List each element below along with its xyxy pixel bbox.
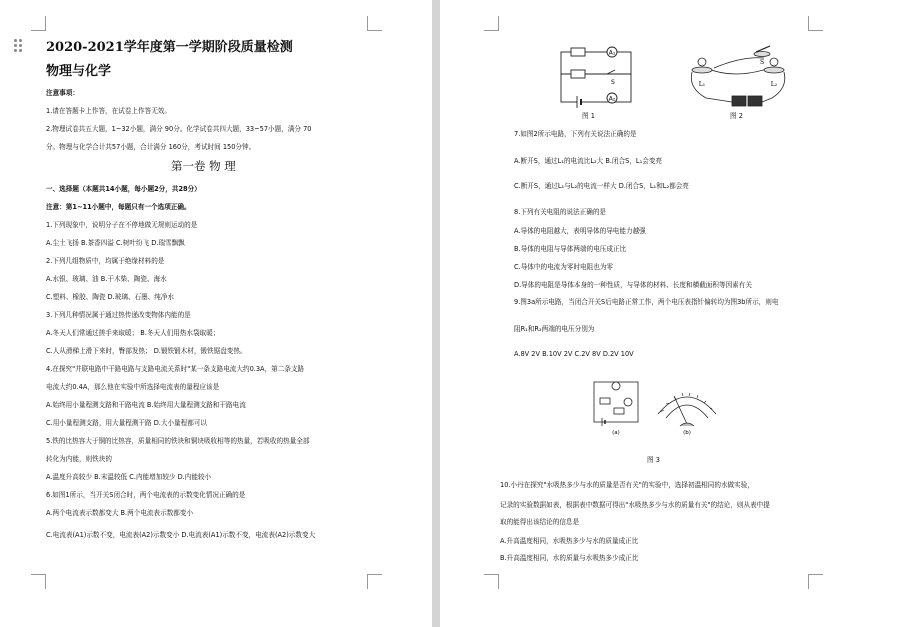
figure-2-circuit-photo-diagram	[684, 40, 792, 110]
page-corner-mark	[484, 574, 499, 589]
figure-1-caption: 图 1	[582, 112, 595, 120]
option-line: C.断开S，通过L₁与L₂的电流一样大 D.闭合S，L₁和L₂都会亮	[514, 182, 689, 190]
question-line: 阻R₁和R₂两端的电压分别为	[514, 325, 595, 333]
document-subtitle: 物理与化学	[46, 64, 112, 79]
option-line: A.断开S，通过L₁的电流比L₂大 B.闭合S，L₁会变亮	[514, 157, 663, 165]
question-line: 转化为内能，则铁块的	[46, 455, 112, 463]
option-line: A.升高温度相同，水吸热多少与水的质量成正比	[500, 537, 639, 545]
option-line: C.用小量程测支路，用大量程测干路 D.大小量程都可以	[46, 419, 208, 427]
option-line: A.水银、玻璃、油 B.干木柴、陶瓷、海水	[46, 275, 167, 283]
figure-1-circuit-diagram	[555, 46, 637, 108]
figure-2-caption: 图 2	[730, 112, 743, 120]
question-line: 7.如图2所示电路，下列有关说法正确的是	[514, 130, 637, 138]
page-corner-mark	[367, 16, 382, 31]
figure-3a-label: (a)	[612, 430, 620, 436]
switch-s-label-fig2: S	[759, 59, 765, 66]
page-corner-mark	[808, 574, 823, 589]
question-line: 6.如图1所示，当开关S闭合时，两个电流表的示数变化情况正确的是	[46, 491, 246, 499]
option-line: C.电流表(A1)示数不变，电流表(A2)示数变小 D.电流表(A1)示数不变，电流表(A2)示数变大	[46, 531, 316, 539]
option-line: A.冬天人们常通过搓手来取暖； B.冬天人们用热水袋取暖；	[46, 329, 220, 337]
option-line: A.导体的电阻越大，表明导体的导电能力越强	[514, 227, 646, 235]
question-line: 记录的实验数据如表，根据表中数据可得出"水吸热多少与水的质量有关"的结论，则从表中提	[500, 501, 770, 509]
note-line: 2.物理试卷共五大题，1~32小题，满分 90分。化学试卷共四大题，33~57小题，满分 70	[46, 125, 312, 133]
question-line: 电流大约0.4A，那么他在实验中所选择电流表的量程应该是	[46, 383, 220, 391]
question-line: 5.铁的比热容大于铜的比热容，质量相同的铁块和铜块吸收相等的热量，若吸收的热量全部	[46, 437, 310, 445]
lamp-l2-label: L₂	[770, 81, 778, 88]
question-line: 取的能得出该结论的信息是	[500, 518, 580, 526]
question-line: 8.下列有关电阻的说法正确的是	[514, 208, 607, 216]
document-page-2	[440, 0, 924, 627]
option-line: A.尘土飞扬 B.茶香四溢 C.树叶纷飞 D.瑞雪飘飘	[46, 239, 185, 247]
figure-3a-circuit-diagram	[590, 378, 642, 436]
volume-title: 第一卷 物 理	[171, 159, 236, 173]
question-line: 3.下列几种情况属于通过热传递改变物体内能的是	[46, 311, 191, 319]
question-line: 9.图3a所示电路，当闭合开关S后电路正常工作，两个电压表指针偏转均为图3b所示，则电	[514, 298, 779, 306]
page-corner-mark	[808, 16, 823, 31]
question-line: 2.下列几组物质中，均属于绝缘材料的是	[46, 257, 165, 265]
ammeter-a1-label: A₁	[608, 49, 616, 57]
option-line: C.导体中的电流为零时电阻也为零	[514, 263, 614, 271]
option-line: D.导体的电阻是导体本身的一种性质，与导体的材料、长度和横截面积等因素有关	[514, 281, 752, 289]
page-corner-mark	[31, 16, 46, 31]
note-line: 1.请在答题卡上作答，在试卷上作答无效。	[46, 107, 171, 115]
notes-heading: 注意事项：	[46, 89, 79, 97]
option-line: C.人从滑梯上滑下来时，臀部发热； D.锻铁锻木材，锻铁锯盘变热。	[46, 347, 247, 355]
question-line: 10.小丹在探究"水吸热多少与水的质量是否有关"的实验中，选择初温相同的水做实验，	[500, 481, 754, 489]
ammeter-a2-label: A₂	[608, 95, 616, 103]
option-line: B.导体的电阻与导体两端的电压成正比	[514, 245, 627, 253]
page-corner-mark	[484, 16, 499, 31]
figure-3b-voltmeter-dial	[652, 380, 722, 436]
switch-s-label: S	[611, 79, 615, 86]
figure-3b-label: (b)	[683, 430, 691, 436]
option-line: A.两个电流表示数都变大 B.两个电流表示数都变小	[46, 509, 194, 517]
page-corner-mark	[367, 574, 382, 589]
figure-3-caption: 图 3	[647, 456, 660, 464]
section-note: 注意：第1~11小题中，每题只有一个选项正确。	[46, 203, 191, 211]
option-line: A.8V 2V B.10V 2V C.2V 8V D.2V 10V	[514, 350, 634, 358]
page-corner-mark	[31, 574, 46, 589]
option-line: A.温度升高较少 B.末温较低 C.内能增加较少 D.内能较小	[46, 473, 212, 481]
drag-handle-icon[interactable]	[14, 39, 24, 53]
section-heading: 一、选择题（本题共14小题，每小题2分，共28分）	[46, 185, 201, 193]
question-line: 1.下列现象中，说明分子在不停地做无规则运动的是	[46, 221, 198, 229]
option-line: A.始终用小量程测支路和干路电流 B.始终用大量程测支路和干路电流	[46, 401, 246, 409]
document-title: 2020-2021学年度第一学期阶段质量检测	[46, 40, 293, 55]
question-line: 4.在探究"并联电路中干路电路与支路电流关系时"某一条支路电流大约0.3A，第二条支路	[46, 365, 305, 373]
document-page-1	[0, 0, 432, 627]
option-line: B.升高温度相同，水的质量与水吸热多少成正比	[500, 554, 639, 562]
option-line: C.塑料、橡胶、陶瓷 D.玻璃、石墨、纯净水	[46, 293, 175, 301]
lamp-l1-label: L₁	[698, 81, 706, 88]
note-line: 分。物理与化学合计共57小题，合计满分 160分，考试时间 150分钟。	[46, 143, 256, 151]
